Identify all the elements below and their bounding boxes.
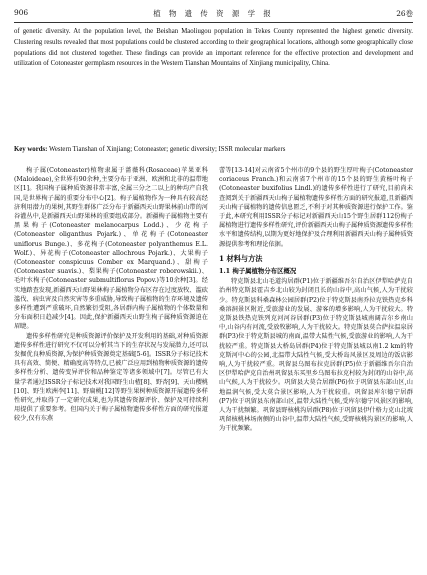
keywords-line <box>14 145 413 156</box>
english-abstract-tail: of genetic diversity. At the population level, the Beishan Maoliugou population in Tekes County represented the highest genetic diversity. Clustering results revealed that most populations could be clustered according to their geographical locations, although some geographically close populations did not clustered together. These findings can provide an important reference for the effective protection and development and utilization of Cotoneaster germplasm resources in the Western Tianshan Mountains of Xinjiang municipality, China. <box>14 28 413 68</box>
subsection-heading: 1.1 栒子属植物分布区概况 <box>219 267 297 276</box>
journal-title: 植 物 遗 传 资 源 学 报 <box>153 9 274 18</box>
subsection-paragraph: 特克斯县北山毛道沟居群(P1)位于新疆维吾尔自治区伊犁哈萨克自治州特克斯县霍吉乡北山较为封闭且长的山谷中,高山气候,人为干扰较少。特克斯县科桑森林公园居群(P2)位于特克斯县南乔拉克铁热克乡科桑溶洞景区附近,受旅游业的发展、游客的增多影响,人为干扰较大。特克斯县铁热克铁列克河河谷居群(P3)位于特克斯县城南阔吉尔乡南山中,山谷内有河流,受放牧影响,人为干扰较大。特克斯县莫合萨拉温泉居群(P3)位于特克斯县城的南面,温带大陆性气候,受旅游业的影响,人为干扰较严重。特克斯县大桥岛居群(P4)位于特克斯县城以南1.2 km的特克斯河中心的公园,北温带大陆性气候,受大桥岛风景区及周边的饭店影响,人为干扰较严重。巩留县乌图布拉克居群(P5)位于新疆维吾尔自治区伊犁哈萨克自治州巩留县东买里乡乌图布拉克村较为封闭的山谷中,高山气候,人为干扰较少。巩留县大莫合居群(P6)位于巩留县东部山区,山地温润气候,受大莫合景区影响,人为干扰较重。巩留县库尔德宁居群(P7)位于巩留县东南部山区,温带大陆性气候,受库尔德宁风景区的影响,人为干扰频繁。巩留县野核桃沟居群(P8)位于巩留县伊什格力克山北坡巩留核桃林场南侧的山谷中,温带大陆性气候,受野核桃沟景区的影响,人为干扰频繁。 <box>219 278 413 433</box>
running-header <box>14 6 413 23</box>
page-number: 906 <box>14 8 29 17</box>
intro-paragraph-continued: 蕾等[13-14]对云南省5个州市的9个县的野生厚叶栒子(Cotoneaster coriaceus Franch.)和云南省7个州市的15个县的野生黄杨叶栒子(Cotoneaster buxifolius Lindl.)的遗传多样性进行了研究,目前尚未查阅到关于新疆西天山栒子属植物遗传多样性方面的研究报道,且新疆西天山栒子属植物的遗传信息匮乏,不利于对其种质资源进行保护工作。鉴于此,本研究利用ISSR分子标记对新疆西天山15个野生居群112份栒子属植物进行遗传多样性研究,评价新疆西天山栒子属种质资源遗传多样性水平和遗传结构,以期为更好地保护及合理利用新疆西天山栒子属种质资源提供参考和理论依据。 <box>219 167 413 248</box>
keywords-label: Key words: <box>14 146 48 153</box>
keywords-text: Western Tianshan of Xinjiang; Cotoneaster; genetic diversity; ISSR molecular markers <box>49 146 286 153</box>
intro-paragraph-1: 栒子属(Cotoneaster)植物隶属于蔷薇科(Rosaceae)苹果亚科(Maloideae),全世界有90余种,主要分布于亚洲、欧洲和北非的温带地区[1]。我国栒子属种质资源非常丰富,全属三分之二以上的种均产自我国,是世界栒子属的重要分布中心[2]。栒子属植物作为一种具有较高经济利用潜力的果树,其野生群体广泛分布于新疆西天山野果林前山带的河谷灌丛中,是新疆西天山野果林的重要组成部分。新疆栒子属植物主要有黑果栒子(Cotoneaster melanocarpus Lodd.)、少花栒子(Cotoneaster oliganthus Pojark.)、单花栒子(Cotoneaster uniflorus Bunge.)、多花栒子(Cotoneaster polyanthemus E.L. Wolf.)、异花栒子(Cotoneaster allochrous Pojark.)、大果栒子(Cotoneaster conspicuus Comber ex Marquand.)、甜栒子(Cotoneaster suavis.)、梨果栒子(Cotoneaster roborowskii.)、毛叶水栒子(Cotoneaster submultiflorus Popov.)等10余种[3]。经实地踏查发现,新疆西天山野果林栒子属植物分布区存在过度放牧、滥砍滥伐、病虫害及自然灾害等多重威胁,导致栒子属植物的生存环境及遗传多样性遭到严重破坏,自然繁衍受阻,各居群内栒子属植物的个体数量和分布面积日趋减少[4]。因此,保护新疆西天山野生栒子属种质资源迫在眉睫。 <box>14 167 208 331</box>
right-column <box>219 166 413 434</box>
left-column <box>14 166 208 424</box>
intro-paragraph-2: 遗传多样性研究是种质资源评价保护及开发利用的基础,对种质资源遗传多样性进行研究不仅可以分析其当下的生存状况与发展潜力,还可以发掘优良种质资源,为保护种质资源奠定基础[5-6]。ISSR分子标记技术具有高效、简便、精确度高等特点,已被广泛应用到植物种质资源的遗传多样性分析、遗传变异评价和品种鉴定等诸多领域中[7]。尽管已有大量学者通过ISSR分子标记技术对我国野生山楂[8]、野杏[9]、天山樱桃[10]、野生欧洲李[11]、野扁桃[12]等野生果树种质资源开展遗传多样性研究,并取得了一定研究成果,也为其遗传资源评价、保护及可持续利用提供了重要参考。但国内关于栒子属植物遗传多样性方面的研究报道较少,仅有东燕 <box>14 332 208 423</box>
section-heading: 1 材料与方法 <box>219 253 263 263</box>
volume-label: 26卷 <box>396 9 413 18</box>
